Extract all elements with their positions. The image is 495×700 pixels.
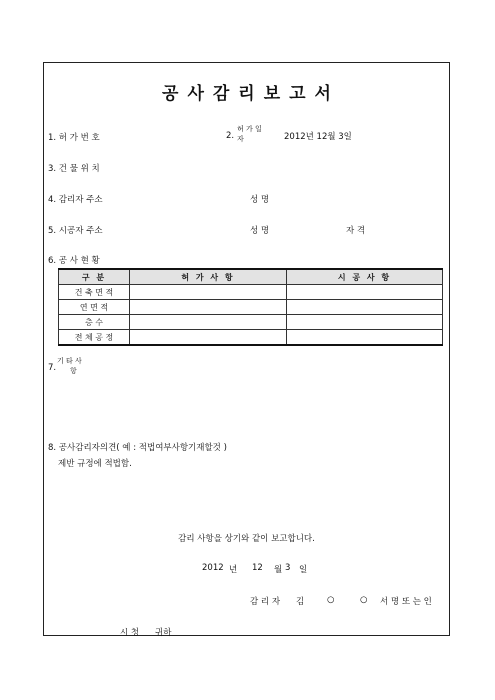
- contractor-address-label: 5. 시공자 주소: [48, 226, 103, 236]
- table-header-row: [59, 269, 443, 285]
- row-label-overall-progress: 전 체 공 정: [59, 330, 130, 346]
- table-row: [59, 300, 443, 315]
- supervisor-opinion-text: 제반 규정에 적법함.: [58, 459, 132, 469]
- document-frame: [43, 62, 450, 636]
- cell-permit-building-area: [130, 285, 287, 300]
- cell-construction-building-area: [287, 285, 443, 300]
- row-label-floors: 층 수: [59, 315, 130, 330]
- report-date-month-unit: 월: [274, 565, 283, 575]
- construction-status-label: 6. 공 사 현 황: [48, 256, 100, 266]
- contractor-name-label: 성 명: [250, 226, 270, 236]
- permit-number-label: 1. 허 가 번 호: [48, 133, 100, 143]
- cell-construction-total-floor-area: [287, 300, 443, 315]
- supervisor-name-placeholder-2: ○: [360, 595, 368, 605]
- table-row: [59, 315, 443, 330]
- report-date-year-unit: 년: [229, 565, 238, 575]
- building-location-label: 3. 건 물 위 치: [48, 164, 100, 174]
- signature-or-seal-label: 서 명 또 는 인: [380, 597, 432, 607]
- contractor-qualification-label: 자 격: [346, 226, 366, 236]
- report-date-day-unit: 일: [299, 565, 308, 575]
- report-date-year: 2012: [202, 563, 224, 573]
- other-matters-number: 7.: [48, 363, 57, 373]
- supervisor-surname: 김: [296, 597, 305, 607]
- document-title: 공사감리보고서: [162, 84, 340, 104]
- cell-permit-floors: [130, 315, 287, 330]
- report-date-month: 12: [252, 563, 263, 573]
- other-matters-label-top: 기 타 사: [57, 357, 82, 365]
- supervisor-signature-label: 감 리 자: [250, 597, 281, 607]
- report-statement: 감리 사항을 상기와 같이 보고합니다.: [178, 534, 315, 544]
- permit-date-label-top: 허 가 일: [237, 125, 262, 133]
- supervisor-opinion-label: 8. 공사감리자의견( 예 : 적법여부사항기재할것 ): [48, 443, 227, 453]
- table-row: [59, 330, 443, 346]
- table-row: [59, 285, 443, 300]
- other-matters-label-bottom: 항: [70, 367, 77, 375]
- permit-date-label-bottom: 자: [237, 135, 244, 143]
- supervisor-name-placeholder-1: ○: [327, 595, 335, 605]
- supervisor-address-label: 4. 감리자 주소: [48, 195, 103, 205]
- supervisor-name-label: 성 명: [250, 195, 270, 205]
- table-header-permit: 허 가 사 항: [130, 269, 287, 285]
- row-label-building-area: 건 축 면 적: [59, 285, 130, 300]
- row-label-total-floor-area: 연 면 적: [59, 300, 130, 315]
- cell-permit-total-floor-area: [130, 300, 287, 315]
- recipient-city: 시 청: [120, 628, 140, 638]
- report-date-day: 3: [285, 563, 291, 573]
- table-header-category: 구 분: [59, 269, 130, 285]
- cell-permit-overall-progress: [130, 330, 287, 346]
- construction-status-table: [58, 268, 443, 346]
- recipient-suffix: 귀하: [155, 628, 172, 638]
- cell-construction-floors: [287, 315, 443, 330]
- permit-date-number: 2.: [226, 131, 235, 141]
- table-header-construction: 시 공 사 항: [287, 269, 443, 285]
- permit-date-value: 2012년 12월 3일: [284, 132, 352, 142]
- cell-construction-overall-progress: [287, 330, 443, 346]
